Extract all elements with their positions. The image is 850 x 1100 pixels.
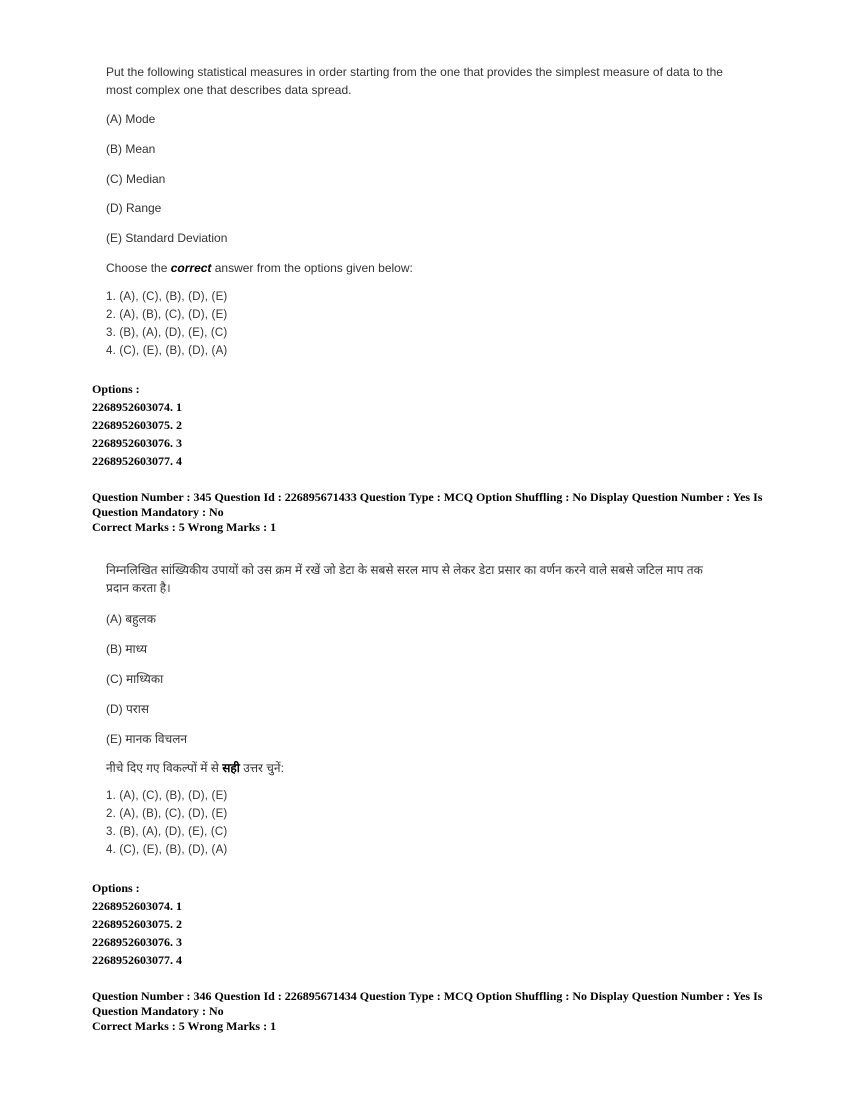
instruction-en [106, 261, 413, 275]
instruction-hi [106, 759, 284, 776]
question-meta-line2: Question Mandatory : No [92, 1004, 224, 1018]
item-mean-hi: (B) माध्य [106, 642, 148, 656]
item-median-hi: (C) माध्यिका [106, 672, 164, 686]
options-heading: Options : [92, 881, 140, 895]
answer-choice-3-en: 3. (B), (A), (D), (E), (C) [106, 327, 228, 339]
answer-choice-1-hi: 1. (A), (C), (B), (D), (E) [106, 790, 228, 802]
instruction-suffix-hi: उत्तर चुनें: [239, 761, 284, 775]
option-id-1: 2268952603074. 1 [92, 400, 182, 414]
option-id-4: 2268952603077. 4 [92, 953, 182, 967]
answer-choice-4-en: 4. (C), (E), (B), (D), (A) [106, 345, 228, 357]
item-std-dev-hi: (E) मानक विचलन [106, 732, 188, 746]
question-meta-line2: Question Mandatory : No [92, 505, 224, 519]
item-mean-en: (B) Mean [106, 142, 156, 156]
item-range-hi: (D) परास [106, 702, 149, 716]
question-stem-hi: निम्नलिखित सांख्यिकीय उपायों को उस क्रम में रखें जो डेटा के सबसे सरल माप से लेकर डेटा प्रसार का वर्णन करने वाले सबसे जटिल माप तक प्रदान करता है। [106, 563, 703, 595]
answer-choice-1-en: 1. (A), (C), (B), (D), (E) [106, 291, 228, 303]
option-id-2: 2268952603075. 2 [92, 418, 182, 432]
item-median-en: (C) Median [106, 172, 166, 186]
option-id-2: 2268952603075. 2 [92, 917, 182, 931]
instruction-emphasis-hi: सही [222, 761, 240, 775]
item-mode-en: (A) Mode [106, 112, 156, 126]
answer-choice-2-hi: 2. (A), (B), (C), (D), (E) [106, 808, 228, 820]
option-id-1: 2268952603074. 1 [92, 899, 182, 913]
item-range-en: (D) Range [106, 201, 162, 215]
option-id-4: 2268952603077. 4 [92, 454, 182, 468]
item-std-dev-en: (E) Standard Deviation [106, 231, 228, 245]
item-mode-hi: (A) बहुलक [106, 612, 156, 626]
question-meta-line1: Question Number : 345 Question Id : 226895671433 Question Type : MCQ Option Shuffling : No Display Question Number : Yes Is [92, 490, 763, 504]
instruction-emphasis: correct [170, 261, 212, 275]
question-stem-en: Put the following statistical measures in order starting from the one that provides the simplest measure of data to the most complex one that describes data spread. [106, 65, 723, 97]
answer-choice-4-hi: 4. (C), (E), (B), (D), (A) [106, 844, 228, 856]
question-marks: Correct Marks : 5 Wrong Marks : 1 [92, 520, 277, 534]
instruction-prefix-hi: नीचे दिए गए विकल्पों में से [106, 761, 223, 775]
answer-choice-3-hi: 3. (B), (A), (D), (E), (C) [106, 826, 228, 838]
instruction-prefix: Choose the [106, 261, 171, 275]
answer-choice-2-en: 2. (A), (B), (C), (D), (E) [106, 309, 228, 321]
options-heading: Options : [92, 382, 140, 396]
question-meta-line1: Question Number : 346 Question Id : 226895671434 Question Type : MCQ Option Shuffling : No Display Question Number : Yes Is [92, 989, 763, 1003]
instruction-suffix: answer from the options given below: [211, 261, 413, 275]
option-id-3: 2268952603076. 3 [92, 436, 182, 450]
question-marks: Correct Marks : 5 Wrong Marks : 1 [92, 1019, 277, 1033]
option-id-3: 2268952603076. 3 [92, 935, 182, 949]
